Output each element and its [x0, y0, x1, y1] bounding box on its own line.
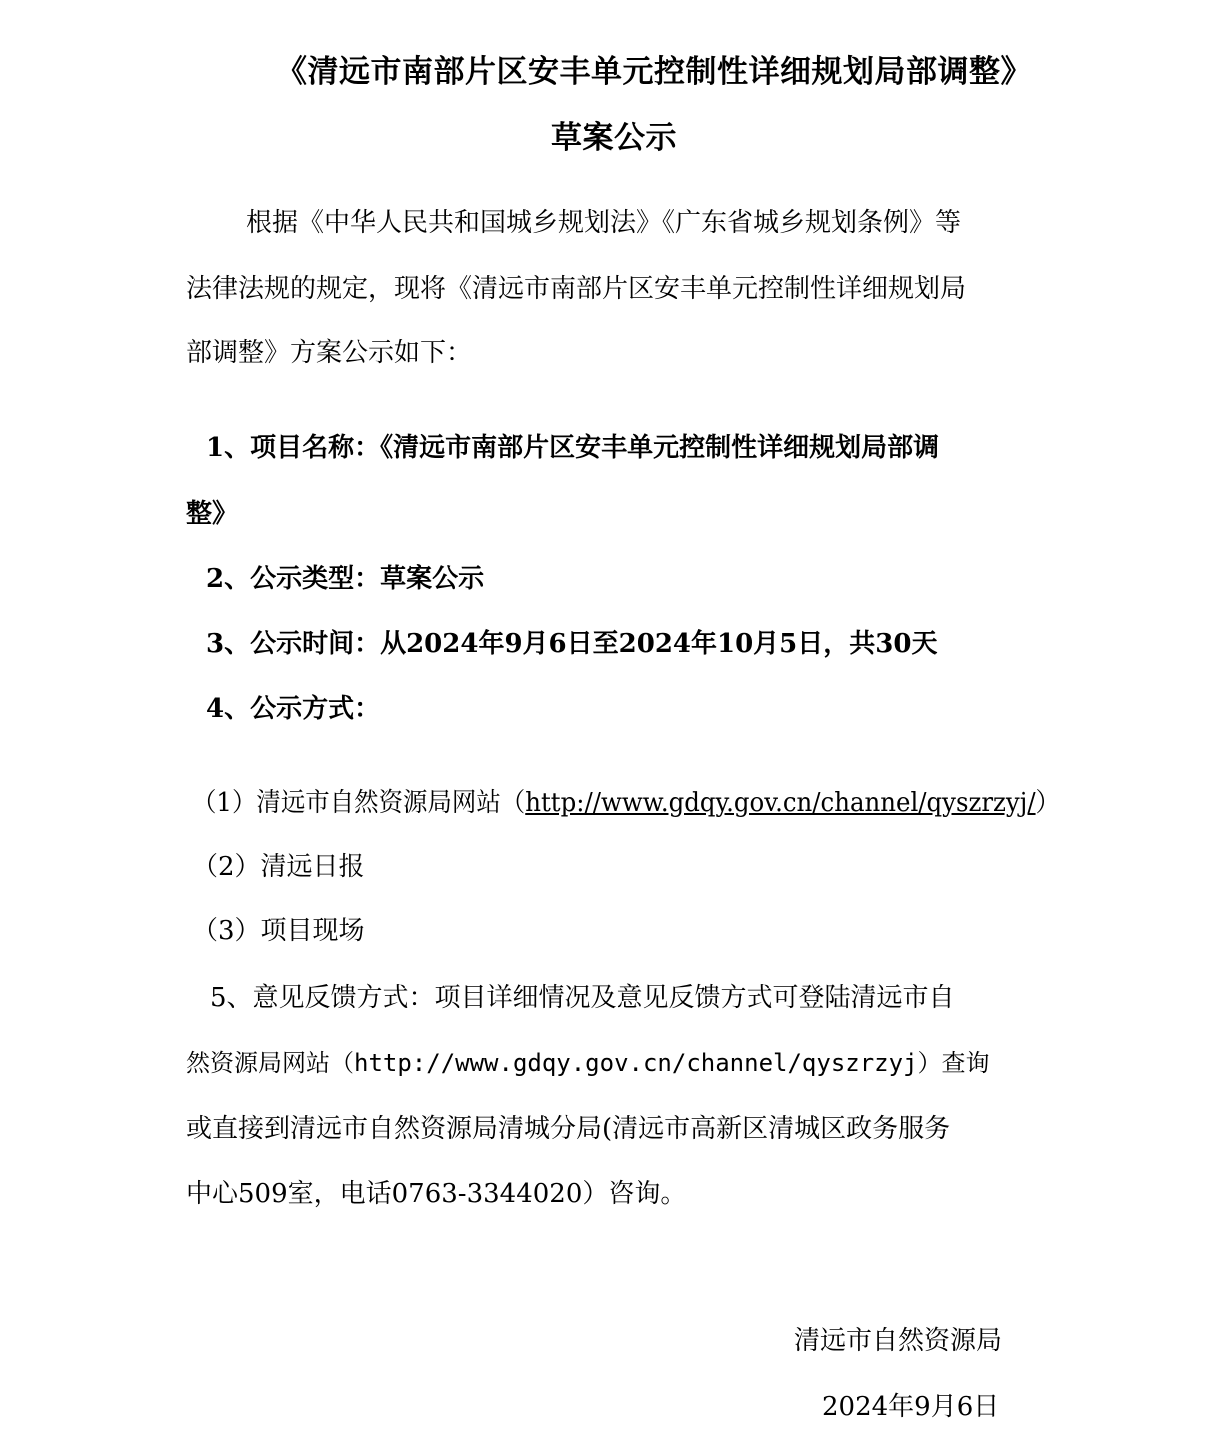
item1-line-1: 1、项目名称：《清远市南部片区安丰单元控制性详细规划局部调	[206, 433, 940, 463]
method-1-prefix: （1）清远市自然资源局网站（	[192, 788, 526, 818]
item3-line: 3、公示时间：从2024年9月6日至2024年10月5日，共30天	[206, 629, 938, 659]
method-2: （2）清远日报	[192, 852, 365, 882]
item5-line-1: 5、意见反馈方式：项目详细情况及意见反馈方式可登陆清远市自	[210, 983, 955, 1013]
item4-line: 4、公示方式：	[206, 694, 381, 724]
item1-line-2: 整》	[186, 499, 239, 529]
intro-line-2: 法律法规的规定，现将《清远市南部片区安丰单元控制性详细规划局	[186, 274, 967, 304]
method-1-suffix: ）	[1035, 788, 1061, 818]
document-subtitle: 草案公示	[551, 120, 677, 156]
method-1	[192, 790, 1060, 816]
item5-line-2: 然资源局网站（http://www.gdqy.gov.cn/channel/qyszrzyj）查询	[186, 1049, 990, 1077]
item5-line-4: 中心509室，电话0763-3344020）咨询。	[186, 1179, 687, 1209]
method-3: （3）项目现场	[192, 916, 365, 946]
issue-date: 2024年9月6日	[822, 1392, 1000, 1422]
item5-line-3: 或直接到清远市自然资源局清城分局(清远市高新区清城区政务服务	[186, 1114, 951, 1144]
item2-line: 2、公示类型：草案公示	[206, 564, 485, 594]
intro-line-3: 部调整》方案公示如下：	[186, 338, 473, 368]
website-link[interactable]: http://www.gdqy.gov.cn/channel/qyszrzyj/	[525, 788, 1036, 818]
intro-line-1: 根据《中华人民共和国城乡规划法》《广东省城乡规划条例》等	[246, 208, 962, 238]
issuer-name: 清远市自然资源局	[794, 1326, 1003, 1356]
document-title: 《清远市南部片区安丰单元控制性详细规划局部调整》	[276, 54, 1032, 90]
